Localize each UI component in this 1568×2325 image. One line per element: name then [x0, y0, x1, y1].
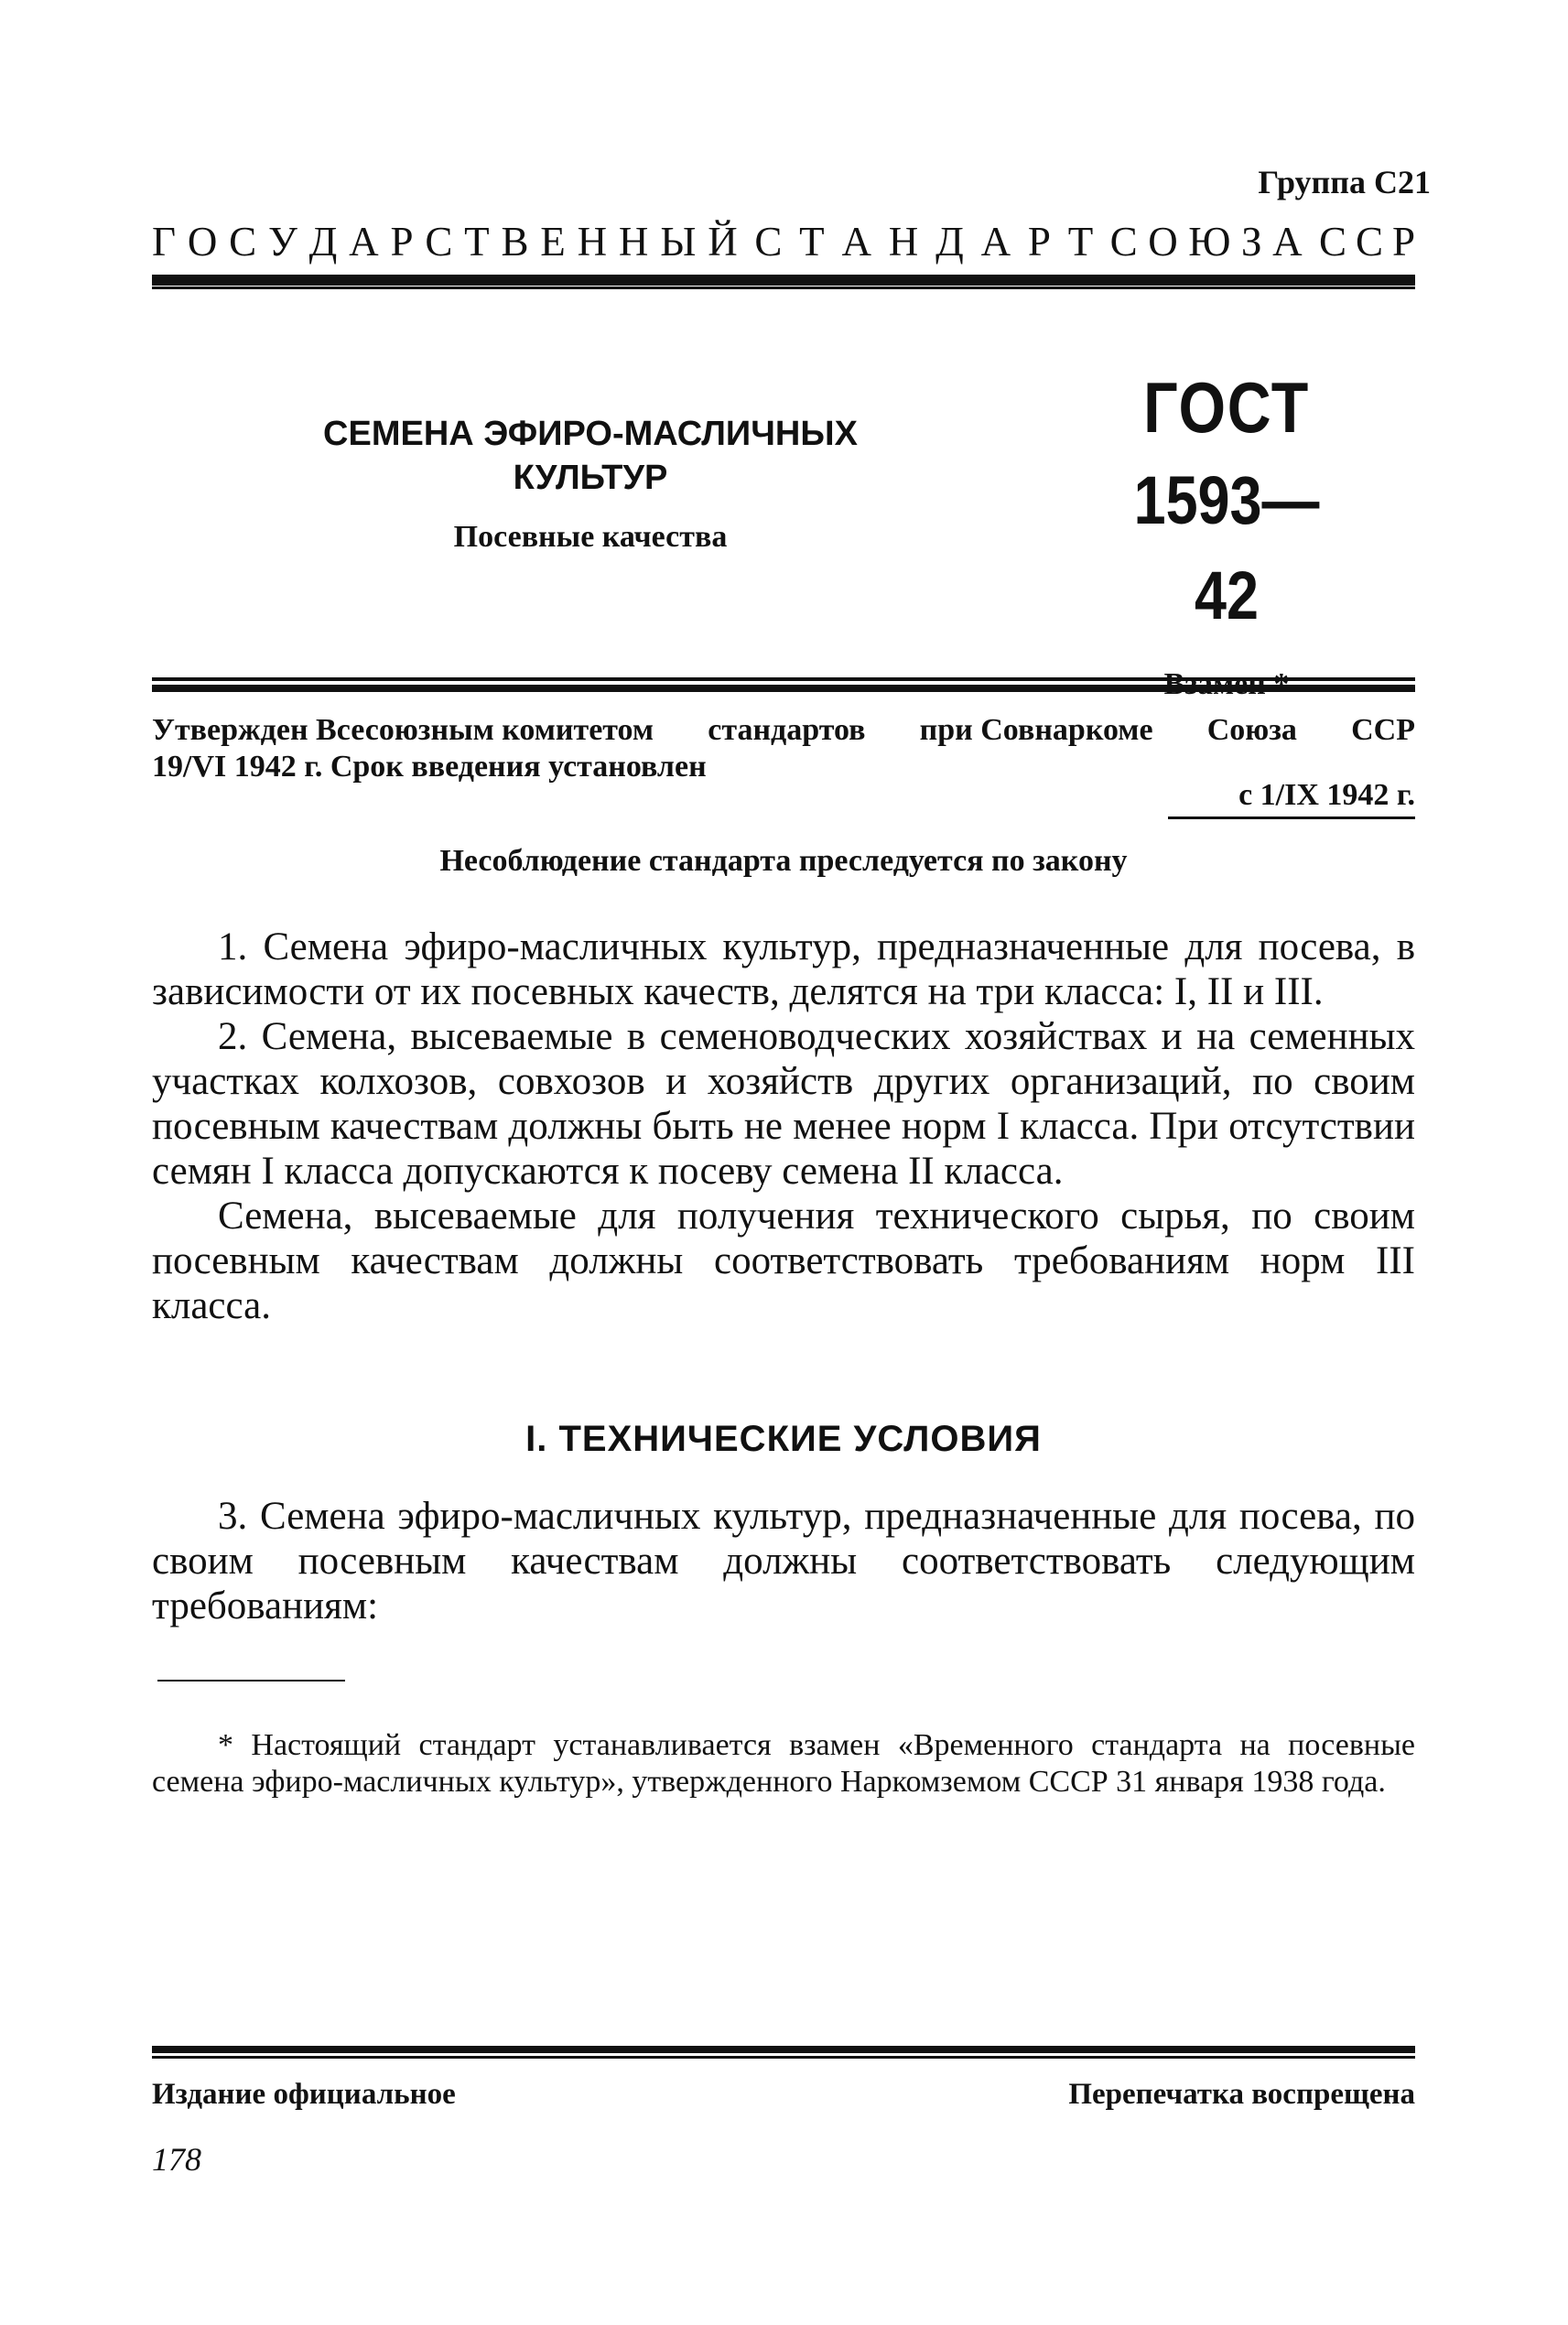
- heading-letter: Й: [708, 219, 738, 265]
- heading-letter: Р: [1391, 219, 1415, 265]
- top-rule-thick: [152, 275, 1415, 286]
- section-heading: I. ТЕХНИЧЕСКИЕ УСЛОВИЯ: [525, 1419, 1042, 1459]
- heading-letter: У: [267, 219, 297, 265]
- approval-part-4: Союза: [1206, 713, 1297, 747]
- body-top: [152, 925, 1415, 1328]
- paragraph-3: 3. Семена эфиро-масличных культур, предназначенные для посева, по своим посевным качествам должны соответствовать следующим требованиям:: [152, 1495, 1415, 1628]
- heading-letter: С: [1355, 219, 1383, 265]
- heading-letter: Д: [935, 219, 964, 265]
- heading-letter: Н: [618, 219, 649, 265]
- approval-part-3: при Совнаркоме: [919, 713, 1153, 747]
- heading-letter: Е: [540, 219, 566, 265]
- approval-part-5: ССР: [1351, 713, 1415, 747]
- heading-word-3: [1110, 218, 1303, 265]
- heading-letter: А: [1272, 219, 1303, 265]
- footer: [152, 2078, 1415, 2112]
- title-line-2: КУЛЬТУР: [513, 459, 668, 497]
- approval-part-2: стандартов: [708, 713, 866, 747]
- approval-line-1: [152, 712, 1415, 749]
- heading-letter: Ю: [1188, 219, 1231, 265]
- heading-letter: А: [980, 219, 1011, 265]
- group-code: Группа С21: [1258, 164, 1431, 200]
- heading-word-1: [152, 218, 738, 265]
- heading-letter: С: [1318, 219, 1346, 265]
- paragraph-2: 2. Семена, высеваемые в семеноводческих хозяйствах и на семенных участках колхозов, совхозов и хозяйств других организаций, по своим посевным качествам должны быть не менее норм I класса. При отсутствии семян I класса допускаются к посеву семена II класса.: [152, 1015, 1415, 1193]
- reprint-prohibited: Перепечатка воспрещена: [1068, 2078, 1415, 2111]
- heading-letter: С: [425, 219, 453, 265]
- footnote-rule: [157, 1680, 345, 1682]
- middle-rule-thin: [152, 677, 1415, 681]
- heading-letter: С: [229, 219, 257, 265]
- title-line-1: СЕМЕНА ЭФИРО-МАСЛИЧНЫХ: [323, 415, 858, 453]
- footnote: * Настоящий стандарт устанавливается взамен «Временного стандарта на посевные семена эфиро-масличных культур», утвержденного Наркомземом СССР 31 января 1938 года.: [152, 1728, 1415, 1799]
- page-number: 178: [152, 2141, 201, 2178]
- gost-number: 1593—42: [1133, 462, 1320, 633]
- heading-letter: А: [841, 219, 871, 265]
- heading-letter: О: [1148, 219, 1178, 265]
- heading-letter: В: [501, 219, 529, 265]
- heading-letter: З: [1241, 219, 1262, 265]
- heading-letter: Ы: [660, 219, 697, 265]
- body-bottom: [152, 1494, 1415, 1628]
- bottom-rule-thin: [152, 2056, 1415, 2059]
- heading-word-4: [1319, 218, 1415, 265]
- heading-letter: Р: [390, 219, 414, 265]
- bottom-rule-thick: [152, 2046, 1415, 2053]
- heading-letter: Д: [308, 219, 338, 265]
- title-block: [302, 412, 879, 555]
- heading-letter: С: [754, 219, 783, 265]
- legal-notice: Несоблюдение стандарта преследуется по закону: [439, 844, 1128, 878]
- heading-letter: Т: [799, 219, 825, 265]
- heading-word-2: [754, 218, 1093, 265]
- approval-line-2: 19/VI 1942 г. Срок введения установлен: [152, 750, 707, 784]
- top-rule-thin: [152, 287, 1415, 289]
- state-standard-heading: [152, 218, 1415, 265]
- subtitle: Посевные качества: [453, 520, 728, 554]
- heading-letter: Т: [464, 219, 490, 265]
- middle-rule-thick: [152, 685, 1415, 692]
- heading-letter: А: [349, 219, 379, 265]
- heading-letter: Н: [888, 219, 919, 265]
- heading-letter: Р: [1027, 219, 1051, 265]
- heading-letter: С: [1109, 219, 1138, 265]
- heading-letter: Т: [1067, 219, 1094, 265]
- gost-block: [1108, 362, 1346, 702]
- effective-date: с 1/IX 1942 г.: [1168, 778, 1415, 819]
- approval-part-1: Утвержден Всесоюзным комитетом: [152, 713, 654, 747]
- official-edition: Издание официальное: [152, 2078, 456, 2111]
- gost-label: ГОСТ: [1143, 367, 1310, 448]
- heading-letter: Н: [577, 219, 608, 265]
- paragraph-1: 1. Семена эфиро-масличных культур, предназначенные для посева, в зависимости от их посевных качеств, делятся на три класса: I, II и III.: [152, 925, 1415, 1013]
- approval-text: [152, 712, 1415, 785]
- heading-letter: О: [187, 219, 218, 265]
- paragraph-2b: Семена, высеваемые для получения технического сырья, по своим посевным качествам должны соответствовать требованиям норм III класса.: [152, 1195, 1415, 1327]
- heading-letter: Г: [152, 219, 177, 265]
